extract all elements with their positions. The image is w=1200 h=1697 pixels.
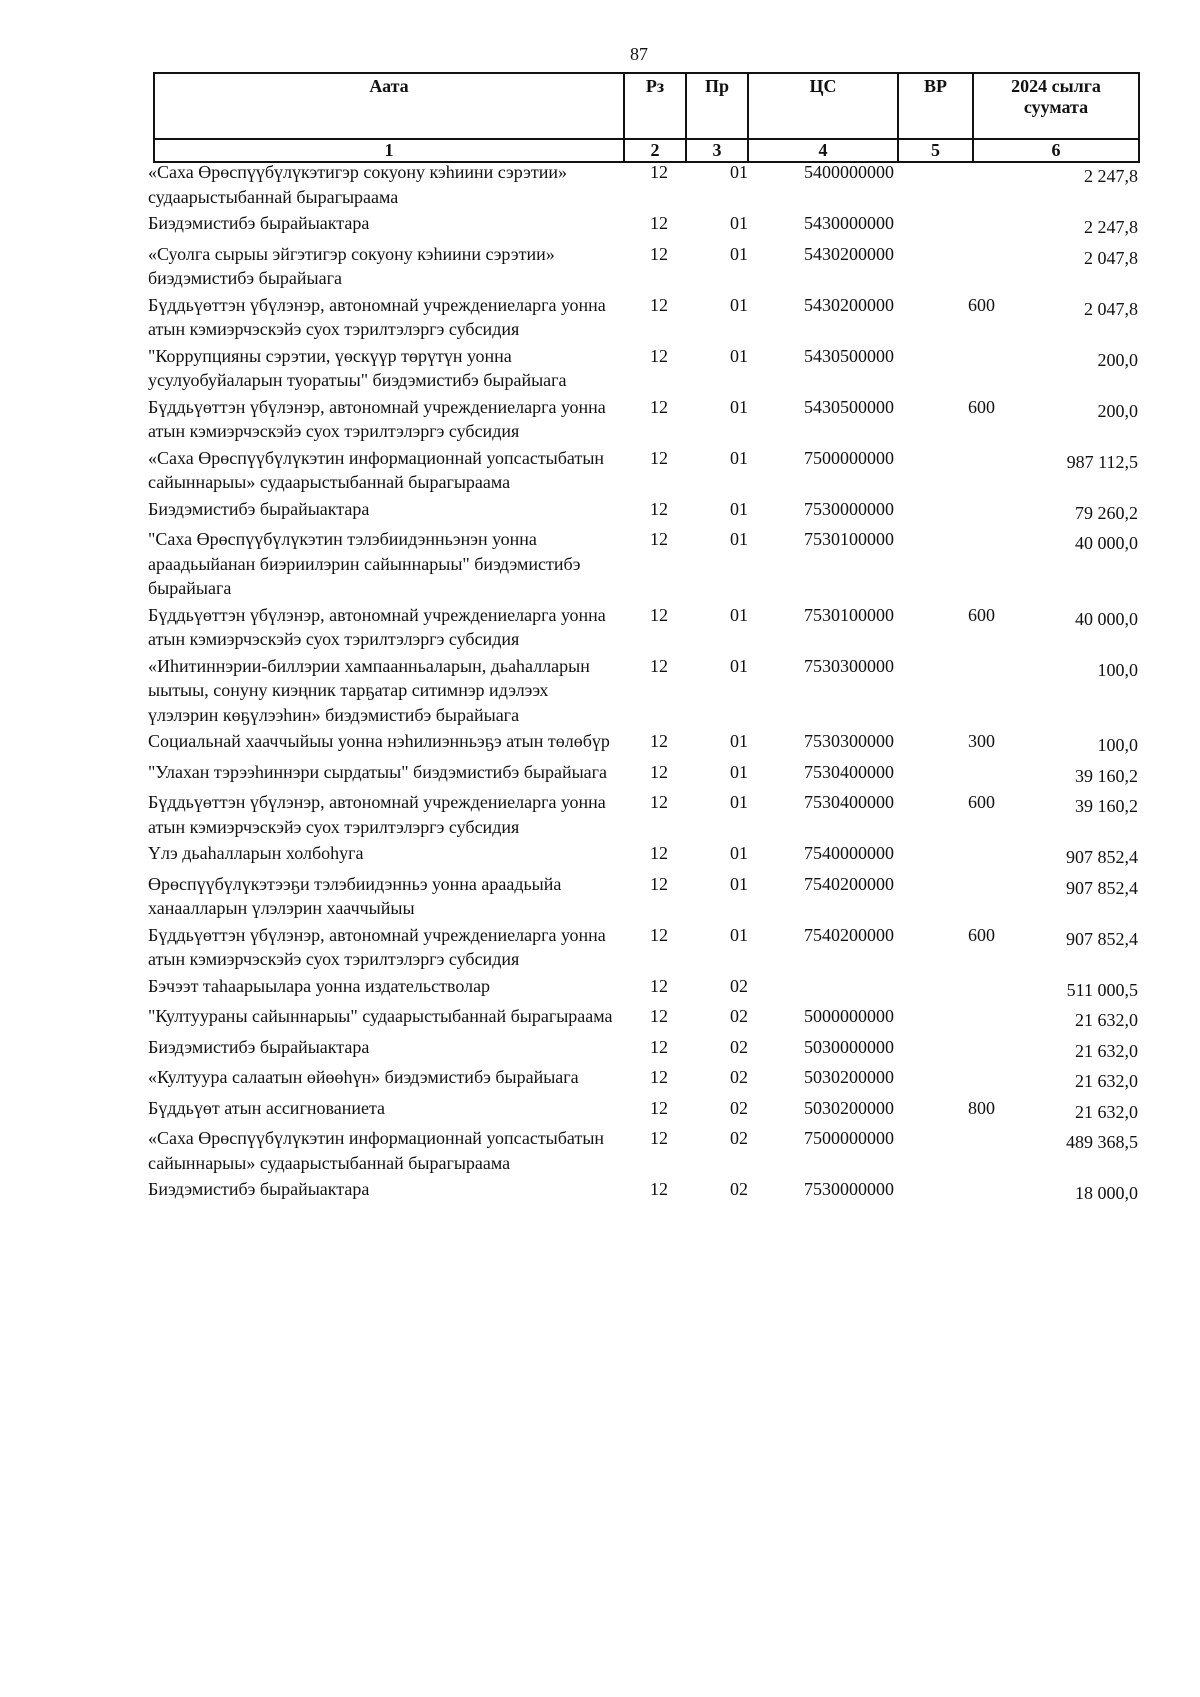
row-name: Бүддьүөттэн үбүлэнэр, автономнай учреждениеларга уонна атын кэмиэрчэскэйэ суох тэрилтэлэргэ субсидия xyxy=(148,294,606,339)
table-row xyxy=(148,1035,1138,1064)
table-row xyxy=(148,974,1138,1003)
row-sum: 200,0 xyxy=(1097,400,1138,421)
row-name: Биэдэмистибэ бырайыактара xyxy=(148,213,370,233)
row-name: Бүддьүөттэн үбүлэнэр, автономнай учреждениеларга уонна атын кэмиэрчэскэйэ суох тэрилтэлэргэ субсидия xyxy=(148,604,606,649)
row-pr: 02 xyxy=(730,1179,748,1199)
table-row xyxy=(148,211,1138,240)
row-sum: 489 368,5 xyxy=(1066,1132,1138,1152)
row-sum: 21 632,0 xyxy=(1075,1071,1138,1091)
row-pr: 01 xyxy=(730,792,748,812)
row-rz: 12 xyxy=(650,498,668,519)
row-sum: 21 632,0 xyxy=(1075,1010,1138,1030)
row-cs: 7530100000 xyxy=(804,604,894,625)
header-vr: ВР xyxy=(898,73,973,139)
header-num-5: 5 xyxy=(898,139,973,162)
row-rz: 12 xyxy=(650,529,668,549)
header-pr: Пр xyxy=(686,73,748,139)
row-sum: 100,0 xyxy=(1097,735,1138,755)
row-name: «Саха Өрөспүүбүлүкэтигэр сокуону кэһиини сэрэтии» судаарыстыбаннай бырагыраама xyxy=(148,162,568,207)
row-sum: 907 852,4 xyxy=(1066,877,1138,898)
row-pr: 02 xyxy=(730,975,748,996)
row-rz: 12 xyxy=(650,1179,668,1199)
row-rz: 12 xyxy=(650,396,668,417)
table-row xyxy=(148,293,1138,342)
row-sum: 511 000,5 xyxy=(1066,979,1138,1000)
row-name: Өрөспүүбүлүкэтээҕи тэлэбиидэнньэ уонна араадьыйа ханаалларын үлэлэрин хааччыйыы xyxy=(148,873,562,918)
table-row xyxy=(148,446,1138,495)
row-rz: 12 xyxy=(650,447,668,468)
row-cs: 7530400000 xyxy=(804,792,894,812)
row-pr: 01 xyxy=(730,396,748,417)
row-sum: 40 000,0 xyxy=(1075,533,1138,553)
row-rz: 12 xyxy=(650,731,668,751)
row-pr: 01 xyxy=(730,529,748,549)
row-cs: 5030200000 xyxy=(804,1067,894,1087)
row-name: Үлэ дьаһалларын холбоһуга xyxy=(148,843,364,863)
table-row xyxy=(148,395,1138,444)
row-sum: 200,0 xyxy=(1097,349,1138,370)
table-row xyxy=(148,729,1138,758)
row-rz: 12 xyxy=(650,243,668,264)
row-pr: 01 xyxy=(730,604,748,625)
row-pr: 01 xyxy=(730,924,748,945)
row-sum: 18 000,0 xyxy=(1075,1183,1138,1203)
row-cs: 7530000000 xyxy=(804,498,894,519)
row-pr: 02 xyxy=(730,1006,748,1026)
table-row xyxy=(148,497,1138,526)
row-rz: 12 xyxy=(650,213,668,233)
row-vr: 600 xyxy=(968,924,995,945)
row-sum: 907 852,4 xyxy=(1066,847,1138,867)
row-rz: 12 xyxy=(650,843,668,863)
row-pr: 01 xyxy=(730,294,748,315)
row-sum: 2 047,8 xyxy=(1084,298,1138,319)
row-name: Бүддьүөттэн үбүлэнэр, автономнай учреждениеларга уонна атын кэмиэрчэскэйэ суох тэрилтэлэргэ субсидия xyxy=(148,792,606,837)
row-rz: 12 xyxy=(650,1006,668,1026)
row-cs: 5430500000 xyxy=(804,345,894,366)
header-num-1: 1 xyxy=(154,139,624,162)
table-row xyxy=(148,760,1138,789)
row-pr: 02 xyxy=(730,1128,748,1148)
row-sum: 2 247,8 xyxy=(1084,166,1138,186)
row-cs: 5430200000 xyxy=(804,243,894,264)
row-rz: 12 xyxy=(650,604,668,625)
row-cs: 5430200000 xyxy=(804,294,894,315)
table-row xyxy=(148,344,1138,393)
row-vr: 600 xyxy=(968,792,995,812)
row-sum: 79 260,2 xyxy=(1075,502,1138,523)
row-cs: 5030200000 xyxy=(804,1097,894,1118)
row-name: «Култуура салаатын өйөөһүн» биэдэмистибэ бырайыага xyxy=(148,1067,579,1087)
table-row xyxy=(148,841,1138,870)
table-row xyxy=(148,923,1138,972)
row-pr: 02 xyxy=(730,1036,748,1057)
row-sum: 21 632,0 xyxy=(1075,1101,1138,1122)
row-sum: 2 047,8 xyxy=(1084,247,1138,268)
row-name: Бүддьүөт атын ассигнованиета xyxy=(148,1097,386,1118)
row-rz: 12 xyxy=(650,294,668,315)
row-pr: 01 xyxy=(730,843,748,863)
row-rz: 12 xyxy=(650,1128,668,1148)
row-pr: 01 xyxy=(730,873,748,894)
table-header xyxy=(153,72,1140,163)
row-sum: 39 160,2 xyxy=(1075,796,1138,816)
row-cs: 7530300000 xyxy=(804,655,894,676)
table-row xyxy=(148,1126,1138,1175)
row-cs: 5000000000 xyxy=(804,1006,894,1026)
table-body xyxy=(148,160,1138,1208)
row-cs: 7530100000 xyxy=(804,529,894,549)
row-rz: 12 xyxy=(650,655,668,676)
row-cs: 7540200000 xyxy=(804,924,894,945)
header-name: Аата xyxy=(154,73,624,139)
row-cs: 5030000000 xyxy=(804,1036,894,1057)
row-name: Биэдэмистибэ бырайыактара xyxy=(148,498,370,519)
row-cs: 7540000000 xyxy=(804,843,894,863)
row-name: "Култуураны сайыннарыы" судаарыстыбаннай бырагыраама xyxy=(148,1006,613,1026)
table-row xyxy=(148,790,1138,839)
row-name: «Саха Өрөспүүбүлүкэтин информационнай уопсастыбатын сайыннарыы» судаарыстыбаннай бырагыраама xyxy=(148,1128,605,1173)
page-number: 87 xyxy=(630,44,648,64)
row-name: «Иһитиннэрии-биллэрии хампаанньаларын, дьаһалларын ыытыы, сонуну киэңник тарҕатар ситимнэр идэлээх үлэлэрин көҕүлээһин» биэдэмистибэ бырайыага xyxy=(148,655,590,725)
row-sum: 39 160,2 xyxy=(1075,765,1138,786)
row-pr: 02 xyxy=(730,1097,748,1118)
table-row xyxy=(148,1177,1138,1206)
row-name: Биэдэмистибэ бырайыактара xyxy=(148,1036,370,1057)
row-rz: 12 xyxy=(650,924,668,945)
table-row xyxy=(148,1004,1138,1033)
row-sum: 907 852,4 xyxy=(1066,928,1138,949)
row-name: Биэдэмистибэ бырайыактара xyxy=(148,1179,370,1199)
table-row xyxy=(148,527,1138,601)
header-rz: Рз xyxy=(624,73,686,139)
row-sum: 2 247,8 xyxy=(1084,217,1138,237)
header-num-4: 4 xyxy=(748,139,898,162)
row-rz: 12 xyxy=(650,162,668,182)
row-pr: 01 xyxy=(730,655,748,676)
row-cs: 7530000000 xyxy=(804,1179,894,1199)
row-cs: 7540200000 xyxy=(804,873,894,894)
row-pr: 01 xyxy=(730,498,748,519)
row-pr: 01 xyxy=(730,162,748,182)
table-row xyxy=(148,160,1138,209)
row-pr: 01 xyxy=(730,213,748,233)
header-num-2: 2 xyxy=(624,139,686,162)
row-rz: 12 xyxy=(650,1036,668,1057)
row-name: «Суолга сырыы эйгэтигэр сокуону кэһиини сэрэтии» биэдэмистибэ бырайыага xyxy=(148,243,555,288)
row-rz: 12 xyxy=(650,792,668,812)
header-cs: ЦС xyxy=(748,73,898,139)
row-name: Бүддьүөттэн үбүлэнэр, автономнай учреждениеларга уонна атын кэмиэрчэскэйэ суох тэрилтэлэргэ субсидия xyxy=(148,924,606,969)
row-cs: 5430500000 xyxy=(804,396,894,417)
row-name: Социальнай хааччыйыы уонна нэһилиэнньэҕэ атын төлөбүр xyxy=(148,731,610,751)
row-sum: 21 632,0 xyxy=(1075,1040,1138,1061)
row-vr: 600 xyxy=(968,396,995,417)
row-name: Бэчээт таһаарыылара уонна издательстволар xyxy=(148,975,491,996)
row-rz: 12 xyxy=(650,975,668,996)
row-rz: 12 xyxy=(650,873,668,894)
header-num-3: 3 xyxy=(686,139,748,162)
row-rz: 12 xyxy=(650,1067,668,1087)
row-cs: 7500000000 xyxy=(804,1128,894,1148)
row-pr: 01 xyxy=(730,345,748,366)
row-vr: 600 xyxy=(968,604,995,625)
row-cs: 7530300000 xyxy=(804,731,894,751)
row-name: Бүддьүөттэн үбүлэнэр, автономнай учреждениеларга уонна атын кэмиэрчэскэйэ суох тэрилтэлэргэ субсидия xyxy=(148,396,606,441)
row-pr: 01 xyxy=(730,761,748,782)
row-rz: 12 xyxy=(650,1097,668,1118)
row-pr: 02 xyxy=(730,1067,748,1087)
row-cs: 7530400000 xyxy=(804,761,894,782)
row-name: "Саха Өрөспүүбүлүкэтин тэлэбиидэнньэнэн уонна араадьыйанан биэриилэрин сайыннарыы" биэдэмистибэ бырайыага xyxy=(148,529,581,598)
row-pr: 01 xyxy=(730,243,748,264)
row-sum: 40 000,0 xyxy=(1075,608,1138,629)
table-row xyxy=(148,1096,1138,1125)
row-rz: 12 xyxy=(650,761,668,782)
row-cs: 5400000000 xyxy=(804,162,894,182)
table-row xyxy=(148,654,1138,728)
row-sum: 987 112,5 xyxy=(1066,451,1138,472)
row-vr: 600 xyxy=(968,294,995,315)
header-num-6: 6 xyxy=(973,139,1139,162)
row-cs: 5430000000 xyxy=(804,213,894,233)
table-row xyxy=(148,603,1138,652)
row-name: "Улахан тэрээһиннэри сырдатыы" биэдэмистибэ бырайыага xyxy=(148,761,608,782)
row-vr: 800 xyxy=(968,1097,995,1118)
table-row xyxy=(148,242,1138,291)
row-vr: 300 xyxy=(968,731,995,751)
row-cs: 7500000000 xyxy=(804,447,894,468)
row-name: «Саха Өрөспүүбүлүкэтин информационнай уопсастыбатын сайыннарыы» судаарыстыбаннай бырагыраама xyxy=(148,447,605,492)
row-name: "Коррупцияны сэрэтии, үөскүүр төрүтүн уонна усулуобуйаларын туоратыы" биэдэмистибэ бырайыага xyxy=(148,345,567,390)
row-sum: 100,0 xyxy=(1097,659,1138,680)
row-rz: 12 xyxy=(650,345,668,366)
row-pr: 01 xyxy=(730,447,748,468)
header-sum: 2024 сылга суумата xyxy=(973,73,1139,139)
row-pr: 01 xyxy=(730,731,748,751)
table-row xyxy=(148,1065,1138,1094)
table-row xyxy=(148,872,1138,921)
